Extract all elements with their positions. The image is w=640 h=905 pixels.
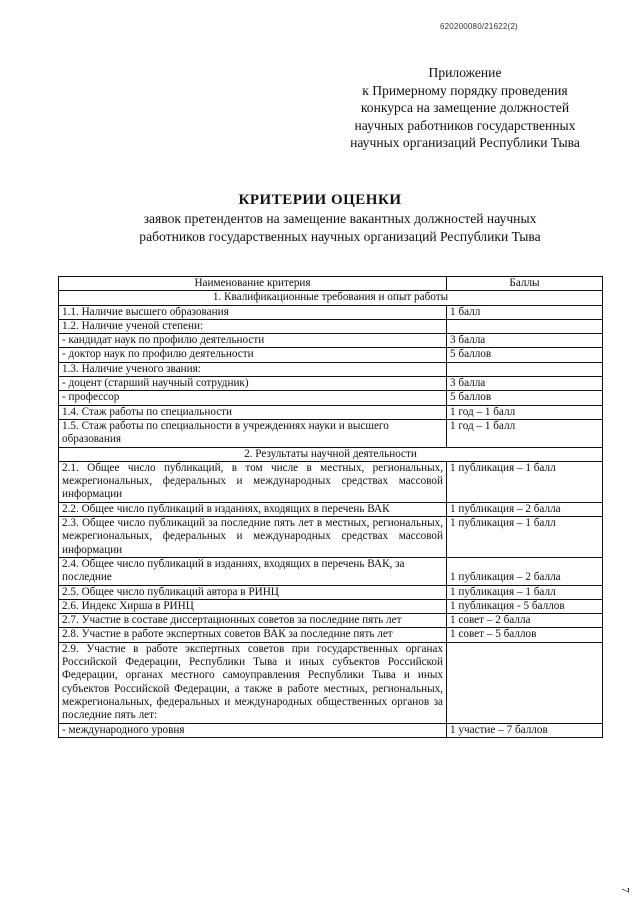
points-cell: 5 баллов <box>447 391 603 405</box>
points-cell: 3 балла <box>447 334 603 348</box>
criterion-cell: 2.5. Общее число публикаций автора в РИНЦ <box>59 585 447 599</box>
table-row <box>59 391 603 405</box>
table-row <box>59 723 603 737</box>
criterion-cell: 2.3. Общее число публикаций за последние пять лет в местных, региональных, межрегиональных, федеральных и международных средствах массовой информации <box>59 517 447 558</box>
appendix-line: конкурса на замещение должностей <box>360 100 570 116</box>
criterion-cell: - кандидат наук по профилю деятельности <box>59 334 447 348</box>
points-cell: 5 баллов <box>447 348 603 362</box>
points-cell: 1 совет – 2 балла <box>447 614 603 628</box>
table-row <box>59 362 603 376</box>
criterion-cell: 2.8. Участие в работе экспертных советов ВАК за последние пять лет <box>59 628 447 642</box>
points-cell: 1 публикация - 5 баллов <box>447 599 603 613</box>
criterion-cell: 2.2. Общее число публикаций в изданиях, входящих в перечень ВАК <box>59 502 447 516</box>
subtitle-line: заявок претендентов на замещение вакантных должностей научных <box>143 211 537 226</box>
points-cell: 1 участие – 7 баллов <box>447 723 603 737</box>
table-row <box>59 319 603 333</box>
points-cell: 1 публикация – 1 балл <box>447 461 603 502</box>
table-header-row <box>59 277 603 291</box>
table-row <box>59 305 603 319</box>
criterion-cell: - доктор наук по профилю деятельности <box>59 348 447 362</box>
points-cell: 1 публикация – 2 балла <box>447 557 603 585</box>
page-number: 7 <box>618 887 631 893</box>
table-row <box>59 334 603 348</box>
header-points: Баллы <box>447 277 603 291</box>
subtitle-line: работников государственных научных организаций Республики Тыва <box>139 228 541 244</box>
criterion-cell: 2.4. Общее число публикаций в изданиях, входящих в перечень ВАК, за последние <box>59 557 447 585</box>
table-row <box>59 461 603 502</box>
table-row <box>59 419 603 447</box>
points-cell: 1 год – 1 балл <box>447 419 603 447</box>
section-row <box>59 447 603 461</box>
criterion-cell: 2.9. Участие в работе экспертных советов при государственных органах Российской Федерации, Республики Тыва и иных субъектов Российской Федерации, органах местного самоуправления Республики Тыва и иных субъектов Российской Федерации, а также в работе местных, региональных, межрегиональных, федеральных и международных общественных органов за последние пять лет: <box>59 642 447 723</box>
points-cell: 1 год – 1 балл <box>447 405 603 419</box>
table-row <box>59 599 603 613</box>
header-criterion: Наименование критерия <box>59 277 447 291</box>
criterion-cell: - профессор <box>59 391 447 405</box>
criteria-table <box>58 276 603 738</box>
table-row <box>59 557 603 585</box>
appendix-line: научных организаций Республики Тыва <box>350 135 580 151</box>
document-number: 620200080/21622(2) <box>440 22 518 31</box>
points-cell: 3 балла <box>447 377 603 391</box>
points-cell: 1 балл <box>447 305 603 319</box>
table-row <box>59 405 603 419</box>
points-cell: 1 совет – 5 баллов <box>447 628 603 642</box>
table-row <box>59 614 603 628</box>
table-row <box>59 348 603 362</box>
criterion-cell: - доцент (старший научный сотрудник) <box>59 377 447 391</box>
criterion-cell: 1.2. Наличие ученой степени: <box>59 319 447 333</box>
points-cell <box>447 642 603 723</box>
table-row <box>59 502 603 516</box>
section-title: 2. Результаты научной деятельности <box>59 447 603 461</box>
points-cell: 1 публикация – 1 балл <box>447 585 603 599</box>
points-cell: 1 публикация – 1 балл <box>447 517 603 558</box>
criterion-cell: 1.1. Наличие высшего образования <box>59 305 447 319</box>
appendix-block <box>330 64 600 152</box>
table-row <box>59 628 603 642</box>
section-row <box>59 291 603 305</box>
appendix-line: научных работников государственных <box>354 117 576 133</box>
points-cell <box>447 362 603 376</box>
page-title: КРИТЕРИИ ОЦЕНКИ <box>238 192 402 208</box>
table-row <box>59 642 603 723</box>
table-row <box>59 377 603 391</box>
criterion-cell: 2.6. Индекс Хирша в РИНЦ <box>59 599 447 613</box>
points-cell <box>447 319 603 333</box>
criterion-cell: 1.5. Стаж работы по специальности в учреждениях науки и высшего образования <box>59 419 447 447</box>
criterion-cell: 1.4. Стаж работы по специальности <box>59 405 447 419</box>
table-row <box>59 517 603 558</box>
appendix-line: Приложение <box>428 65 502 80</box>
table-row <box>59 585 603 599</box>
criterion-cell: 2.1. Общее число публикаций, в том числе в местных, региональных, межрегиональных, федеральных и международных средствах массовой информации <box>59 461 447 502</box>
appendix-line: к Примерному порядку проведения <box>362 82 568 98</box>
points-cell: 1 публикация – 2 балла <box>447 502 603 516</box>
criterion-cell: - международного уровня <box>59 723 447 737</box>
section-title: 1. Квалификационные требования и опыт работы <box>59 291 603 305</box>
criterion-cell: 2.7. Участие в составе диссертационных советов за последние пять лет <box>59 614 447 628</box>
criterion-cell: 1.3. Наличие ученого звания: <box>59 362 447 376</box>
page-subtitle <box>70 210 610 245</box>
